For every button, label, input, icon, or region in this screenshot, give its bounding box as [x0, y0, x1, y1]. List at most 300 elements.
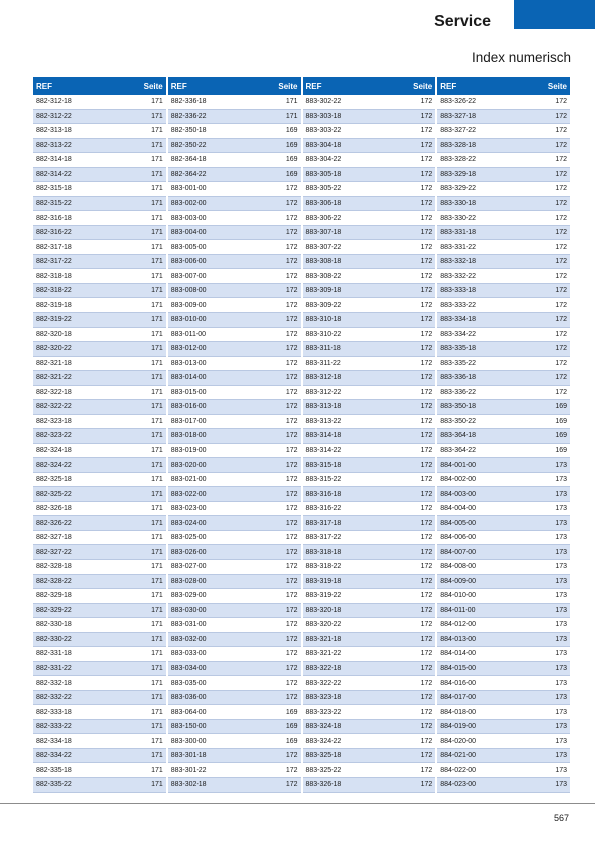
table-row — [33, 197, 166, 212]
ref-number: 882-325-18 — [36, 476, 72, 484]
ref-number: 883-312-18 — [305, 374, 342, 382]
page-ref: 172 — [420, 388, 433, 396]
ref-number: 882-313-18 — [36, 127, 72, 135]
table-row — [168, 618, 301, 633]
ref-number: 883-317-18 — [305, 519, 342, 527]
table-row — [168, 473, 301, 488]
table-row — [33, 255, 166, 270]
ref-number: 882-318-22 — [36, 287, 72, 295]
ref-number: 883-324-18 — [305, 723, 342, 731]
page-ref: 172 — [420, 723, 433, 731]
table-row — [33, 284, 166, 299]
table-row — [168, 429, 301, 444]
page-ref: 171 — [151, 752, 163, 760]
table-row — [168, 255, 301, 270]
table-row — [437, 705, 570, 720]
page-ref: 172 — [285, 635, 298, 643]
page-ref: 171 — [151, 417, 163, 425]
ref-number: 883-001-00 — [170, 185, 207, 193]
table-row — [303, 487, 436, 502]
page-ref: 172 — [285, 417, 298, 425]
ref-number: 882-320-18 — [36, 330, 72, 338]
ref-number: 883-364-18 — [440, 432, 477, 440]
page-ref: 173 — [555, 650, 567, 658]
page-ref: 172 — [420, 330, 433, 338]
table-row — [33, 545, 166, 560]
index-column-4 — [437, 77, 570, 793]
table-row — [168, 444, 301, 459]
ref-number: 882-331-18 — [36, 650, 72, 658]
page-ref: 172 — [555, 127, 567, 135]
table-row — [33, 575, 166, 590]
table-row — [437, 298, 570, 313]
table-row — [437, 734, 570, 749]
table-row — [303, 676, 436, 691]
ref-number: 884-006-00 — [440, 534, 477, 542]
ref-number: 883-014-00 — [170, 374, 207, 382]
page-ref: 172 — [420, 447, 433, 455]
table-row — [437, 197, 570, 212]
ref-number: 883-017-00 — [170, 417, 207, 425]
page-ref: 173 — [555, 592, 567, 600]
section-tab-marker — [514, 0, 595, 29]
table-row — [303, 357, 436, 372]
table-row — [437, 386, 570, 401]
page-ref: 172 — [420, 635, 433, 643]
table-row — [168, 763, 301, 778]
ref-number: 884-018-00 — [440, 708, 477, 716]
page-header: Seite — [143, 81, 163, 91]
ref-number: 882-321-18 — [36, 359, 72, 367]
table-row — [33, 763, 166, 778]
table-row — [303, 400, 436, 415]
index-rows — [33, 95, 166, 793]
ref-number: 883-315-18 — [305, 461, 342, 469]
table-row — [437, 662, 570, 677]
table-row — [303, 153, 436, 168]
ref-number: 882-336-22 — [170, 112, 207, 120]
page-ref: 171 — [151, 490, 163, 498]
page-ref: 171 — [151, 185, 163, 193]
ref-number: 882-317-22 — [36, 258, 72, 266]
page-ref: 172 — [420, 476, 433, 484]
ref-number: 883-335-18 — [440, 345, 477, 353]
page-ref: 171 — [151, 534, 163, 542]
page-ref: 169 — [555, 417, 567, 425]
index-rows — [168, 95, 301, 793]
table-row — [168, 516, 301, 531]
table-row — [33, 444, 166, 459]
page-ref: 172 — [285, 519, 298, 527]
table-row — [437, 720, 570, 735]
table-row — [437, 458, 570, 473]
ref-number: 882-312-22 — [36, 112, 72, 120]
ref-number: 883-350-18 — [440, 403, 477, 411]
page-ref: 172 — [285, 679, 298, 687]
ref-number: 883-011-00 — [170, 330, 207, 338]
ref-number: 882-333-18 — [36, 708, 72, 716]
ref-number: 883-310-22 — [305, 330, 342, 338]
table-row — [303, 662, 436, 677]
page-ref: 172 — [285, 345, 298, 353]
page-ref: 171 — [151, 476, 163, 484]
ref-number: 882-328-22 — [36, 577, 72, 585]
page-ref: 171 — [151, 650, 163, 658]
table-row — [33, 110, 166, 125]
ref-number: 883-350-22 — [440, 417, 477, 425]
page-ref: 173 — [555, 519, 567, 527]
page-ref: 171 — [151, 432, 163, 440]
page-header: Seite — [413, 81, 433, 91]
table-row — [303, 545, 436, 560]
table-row — [303, 473, 436, 488]
ref-number: 882-328-18 — [36, 563, 72, 571]
ref-number: 883-320-22 — [305, 621, 342, 629]
table-row — [168, 676, 301, 691]
table-row — [437, 95, 570, 110]
ref-number: 883-301-18 — [170, 752, 207, 760]
ref-number: 883-026-00 — [170, 548, 207, 556]
page-ref: 171 — [151, 781, 163, 789]
ref-header: REF — [170, 81, 187, 91]
table-row — [168, 284, 301, 299]
page-ref: 172 — [420, 621, 433, 629]
ref-number: 883-322-22 — [305, 679, 342, 687]
table-row — [168, 153, 301, 168]
ref-number: 883-034-00 — [170, 664, 207, 672]
ref-number: 883-316-22 — [305, 505, 342, 513]
table-row — [168, 734, 301, 749]
ref-number: 882-323-18 — [36, 417, 72, 425]
ref-number: 882-319-22 — [36, 316, 72, 324]
page-ref: 172 — [285, 548, 298, 556]
table-row — [33, 153, 166, 168]
ref-number: 883-013-00 — [170, 359, 207, 367]
table-row — [437, 168, 570, 183]
table-row — [168, 240, 301, 255]
page-ref: 172 — [555, 156, 567, 164]
page-ref: 172 — [420, 664, 433, 672]
ref-number: 883-009-00 — [170, 301, 207, 309]
ref-number: 883-319-18 — [305, 577, 342, 585]
page-ref: 172 — [285, 287, 298, 295]
table-row — [168, 211, 301, 226]
page-ref: 169 — [285, 737, 298, 745]
ref-number: 882-364-22 — [170, 170, 207, 178]
table-row — [437, 516, 570, 531]
page-ref: 172 — [420, 229, 433, 237]
page-ref: 172 — [555, 214, 567, 222]
ref-number: 882-316-18 — [36, 214, 72, 222]
table-row — [33, 371, 166, 386]
table-row — [168, 531, 301, 546]
ref-number: 884-010-00 — [440, 592, 477, 600]
index-title: Index numerisch — [471, 50, 571, 65]
ref-number: 884-012-00 — [440, 621, 477, 629]
table-row — [168, 749, 301, 764]
table-row — [303, 604, 436, 619]
page-ref: 171 — [151, 577, 163, 585]
page-ref: 172 — [420, 243, 433, 251]
table-row — [303, 560, 436, 575]
table-row — [168, 662, 301, 677]
page-ref: 172 — [285, 490, 298, 498]
table-row — [33, 328, 166, 343]
page-ref: 172 — [420, 272, 433, 280]
page-ref: 171 — [151, 505, 163, 513]
page-ref: 172 — [285, 505, 298, 513]
page-ref: 172 — [420, 650, 433, 658]
ref-number: 883-317-22 — [305, 534, 342, 542]
ref-number: 884-014-00 — [440, 650, 477, 658]
page-ref: 172 — [420, 461, 433, 469]
table-row — [303, 691, 436, 706]
page-ref: 172 — [285, 563, 298, 571]
page-ref: 173 — [555, 679, 567, 687]
table-row — [168, 139, 301, 154]
table-row — [303, 240, 436, 255]
page-ref: 172 — [285, 272, 298, 280]
page-ref: 171 — [151, 156, 163, 164]
page-header: Seite — [278, 81, 298, 91]
page-ref: 169 — [285, 170, 298, 178]
table-row — [168, 647, 301, 662]
page-ref: 171 — [151, 301, 163, 309]
ref-number: 882-315-18 — [36, 185, 72, 193]
ref-number: 883-311-22 — [305, 359, 341, 367]
ref-number: 883-336-18 — [440, 374, 477, 382]
page-ref: 172 — [420, 752, 433, 760]
ref-number: 882-317-18 — [36, 243, 72, 251]
table-row — [168, 95, 301, 110]
table-row — [168, 342, 301, 357]
table-row — [303, 371, 436, 386]
ref-number: 884-013-00 — [440, 635, 477, 643]
table-row — [33, 386, 166, 401]
ref-number: 883-010-00 — [170, 316, 207, 324]
ref-number: 883-003-00 — [170, 214, 207, 222]
table-row — [437, 676, 570, 691]
table-row — [168, 124, 301, 139]
page-ref: 171 — [151, 447, 163, 455]
page-ref: 172 — [285, 258, 298, 266]
index-tables — [33, 77, 570, 793]
table-row — [437, 400, 570, 415]
ref-number: 883-306-22 — [305, 214, 342, 222]
index-rows — [437, 95, 570, 793]
table-row — [168, 487, 301, 502]
page-ref: 172 — [285, 403, 298, 411]
index-column-1 — [33, 77, 166, 793]
page-ref: 172 — [555, 330, 567, 338]
table-row — [33, 168, 166, 183]
table-row — [437, 371, 570, 386]
page-ref: 172 — [420, 432, 433, 440]
section-title: Service — [434, 13, 491, 30]
ref-number: 883-309-22 — [305, 301, 342, 309]
table-row — [437, 124, 570, 139]
page-ref: 172 — [420, 737, 433, 745]
page-ref: 172 — [285, 214, 298, 222]
ref-number: 883-303-18 — [305, 112, 342, 120]
page-ref: 172 — [420, 534, 433, 542]
ref-number: 882-334-22 — [36, 752, 72, 760]
ref-number: 883-331-22 — [440, 243, 477, 251]
page-ref: 172 — [555, 170, 567, 178]
ref-number: 883-023-00 — [170, 505, 207, 513]
table-row — [168, 560, 301, 575]
table-row — [33, 240, 166, 255]
table-row — [33, 778, 166, 793]
page-ref: 172 — [285, 766, 298, 774]
page-ref: 169 — [285, 156, 298, 164]
page-ref: 173 — [555, 606, 567, 614]
page-ref: 172 — [555, 359, 567, 367]
table-row — [168, 386, 301, 401]
ref-number: 882-332-18 — [36, 679, 72, 687]
page-ref: 173 — [555, 781, 567, 789]
table-row — [303, 342, 436, 357]
page-ref: 172 — [420, 199, 433, 207]
page-ref: 169 — [285, 723, 298, 731]
page-ref: 173 — [555, 548, 567, 556]
page-ref: 172 — [285, 432, 298, 440]
ref-number: 883-314-18 — [305, 432, 342, 440]
ref-number: 883-035-00 — [170, 679, 207, 687]
page-ref: 172 — [420, 694, 433, 702]
page-ref: 171 — [151, 141, 163, 149]
page-ref: 172 — [420, 185, 433, 193]
page-ref: 172 — [420, 112, 433, 120]
page-ref: 172 — [555, 345, 567, 353]
table-row — [33, 182, 166, 197]
table-row — [168, 575, 301, 590]
ref-number: 883-031-00 — [170, 621, 207, 629]
table-row — [303, 284, 436, 299]
ref-number: 883-336-22 — [440, 388, 477, 396]
ref-number: 883-028-00 — [170, 577, 207, 585]
ref-number: 883-306-18 — [305, 199, 342, 207]
table-row — [33, 705, 166, 720]
ref-number: 883-016-00 — [170, 403, 207, 411]
ref-number: 883-334-22 — [440, 330, 477, 338]
page-ref: 172 — [285, 185, 298, 193]
table-row — [33, 487, 166, 502]
page-ref: 171 — [151, 345, 163, 353]
ref-number: 882-322-18 — [36, 388, 72, 396]
page-ref: 172 — [285, 461, 298, 469]
table-row — [168, 778, 301, 793]
page-ref: 172 — [285, 359, 298, 367]
table-row — [33, 633, 166, 648]
ref-number: 882-313-22 — [36, 141, 72, 149]
page-ref: 171 — [151, 766, 163, 774]
ref-header: REF — [305, 81, 322, 91]
table-row — [437, 153, 570, 168]
page-ref: 172 — [285, 752, 298, 760]
ref-number: 884-021-00 — [440, 752, 477, 760]
table-row — [303, 734, 436, 749]
ref-number: 882-333-22 — [36, 723, 72, 731]
table-row — [33, 313, 166, 328]
table-row — [437, 778, 570, 793]
page-ref: 172 — [555, 287, 567, 295]
page-ref: 171 — [151, 229, 163, 237]
ref-number: 884-019-00 — [440, 723, 477, 731]
page-ref: 173 — [555, 723, 567, 731]
ref-number: 884-003-00 — [440, 490, 477, 498]
page-ref: 171 — [285, 98, 298, 106]
page-ref: 172 — [285, 243, 298, 251]
table-row — [303, 313, 436, 328]
page-ref: 171 — [151, 258, 163, 266]
table-row — [168, 168, 301, 183]
page-ref: 169 — [285, 141, 298, 149]
table-row — [168, 705, 301, 720]
table-row — [303, 386, 436, 401]
table-row — [437, 487, 570, 502]
ref-number: 883-064-00 — [170, 708, 207, 716]
ref-number: 883-333-22 — [440, 301, 477, 309]
page-ref: 172 — [285, 447, 298, 455]
table-row — [437, 328, 570, 343]
table-row — [33, 647, 166, 662]
ref-number: 883-328-22 — [440, 156, 477, 164]
ref-number: 883-305-18 — [305, 170, 342, 178]
page-ref: 172 — [420, 316, 433, 324]
table-row — [33, 662, 166, 677]
ref-number: 883-321-18 — [305, 635, 342, 643]
ref-number: 883-309-18 — [305, 287, 342, 295]
ref-number: 882-322-22 — [36, 403, 72, 411]
page-ref: 171 — [151, 737, 163, 745]
table-row — [437, 647, 570, 662]
ref-number: 883-036-00 — [170, 694, 207, 702]
ref-number: 882-350-18 — [170, 127, 207, 135]
ref-number: 883-329-22 — [440, 185, 477, 193]
table-row — [168, 604, 301, 619]
page-ref: 171 — [151, 403, 163, 411]
ref-number: 883-314-22 — [305, 447, 342, 455]
table-row — [168, 633, 301, 648]
table-row — [437, 139, 570, 154]
page-ref: 173 — [555, 505, 567, 513]
ref-number: 883-318-18 — [305, 548, 342, 556]
ref-number: 884-004-00 — [440, 505, 477, 513]
ref-number: 882-326-18 — [36, 505, 72, 513]
ref-number: 882-350-22 — [170, 141, 207, 149]
ref-number: 883-331-18 — [440, 229, 477, 237]
table-row — [303, 531, 436, 546]
page-ref: 171 — [151, 272, 163, 280]
column-header — [168, 77, 301, 95]
ref-number: 883-027-00 — [170, 563, 207, 571]
page-ref: 171 — [151, 694, 163, 702]
ref-number: 882-316-22 — [36, 229, 72, 237]
ref-number: 884-020-00 — [440, 737, 477, 745]
index-column-3 — [303, 77, 436, 793]
page-ref: 171 — [151, 214, 163, 222]
page-ref: 173 — [555, 737, 567, 745]
ref-number: 883-307-18 — [305, 229, 342, 237]
page-ref: 171 — [151, 127, 163, 135]
table-row — [437, 545, 570, 560]
page-ref: 173 — [555, 752, 567, 760]
page-ref: 172 — [285, 374, 298, 382]
table-row — [303, 763, 436, 778]
page-ref: 172 — [420, 679, 433, 687]
ref-number: 883-325-18 — [305, 752, 342, 760]
